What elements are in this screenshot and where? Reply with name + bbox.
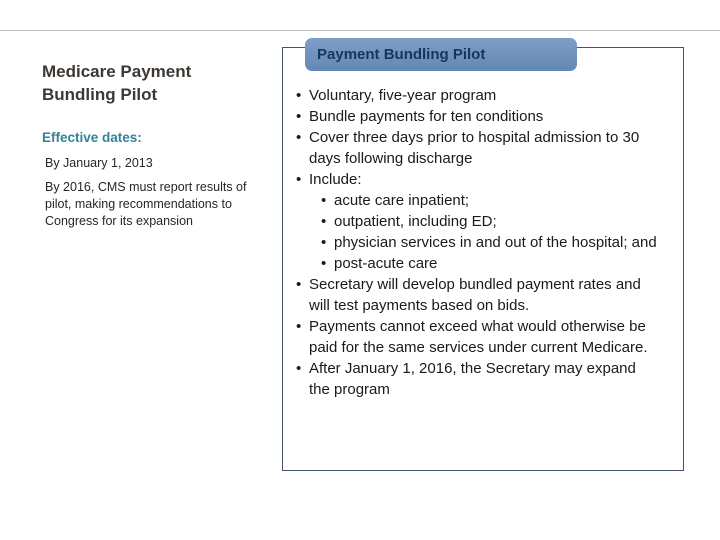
bullet-text: acute care inpatient; — [334, 192, 470, 209]
bullet-item — [296, 358, 660, 400]
bullet-marker: • — [296, 87, 302, 104]
bullet-text: Bundle payments for ten conditions — [309, 108, 544, 125]
bullet-marker: • — [296, 129, 302, 146]
bullet-marker: • — [296, 276, 302, 293]
bullet-marker: • — [296, 171, 302, 188]
bullet-text: Payments cannot exceed what would otherwise be paid for the same services under current Medicare. — [309, 318, 648, 356]
left-column — [42, 60, 282, 230]
bullet-marker: • — [296, 318, 302, 335]
bullet-item — [296, 127, 660, 169]
bullet-marker: • — [321, 255, 327, 272]
bullet-item — [321, 232, 660, 253]
bullet-marker: • — [321, 213, 327, 230]
bullet-marker: • — [296, 360, 302, 377]
bullet-item — [321, 253, 660, 274]
date-line: By January 1, 2013 — [45, 156, 153, 170]
bullet-text: Secretary will develop bundled payment rates and will test payments based on bids. — [309, 276, 641, 314]
bullet-text: physician services in and out of the hospital; and — [334, 234, 657, 251]
bullet-marker: • — [296, 108, 302, 125]
bullet-text: After January 1, 2016, the Secretary may expand the program — [309, 360, 636, 398]
bullet-text: Cover three days prior to hospital admission to 30 days following discharge — [309, 129, 640, 167]
bullet-text: outpatient, including ED; — [334, 213, 497, 230]
slide-title: Medicare Payment Bundling Pilot — [42, 62, 192, 104]
bullet-marker: • — [321, 234, 327, 251]
bullet-item — [296, 316, 660, 358]
box-header-tab: Payment Bundling Pilot — [305, 38, 577, 71]
bullet-marker: • — [321, 192, 327, 209]
bullet-item — [321, 211, 660, 232]
slide-border-line — [0, 30, 720, 31]
bullet-item — [296, 106, 660, 127]
bullet-text: Voluntary, five-year program — [309, 87, 497, 104]
left-paragraph: By 2016, CMS must report results of pilot, making recommendations to Congress for its expansion — [45, 180, 247, 228]
bullet-item — [296, 274, 660, 316]
bullet-item — [321, 190, 660, 211]
bullet-item — [296, 85, 660, 106]
bullet-text: post-acute care — [334, 255, 438, 272]
bullet-item — [296, 169, 660, 190]
bullet-list — [296, 85, 660, 400]
content-box — [282, 47, 684, 471]
bullet-text: Include: — [309, 171, 362, 188]
effective-dates-label: Effective dates: — [42, 130, 142, 145]
